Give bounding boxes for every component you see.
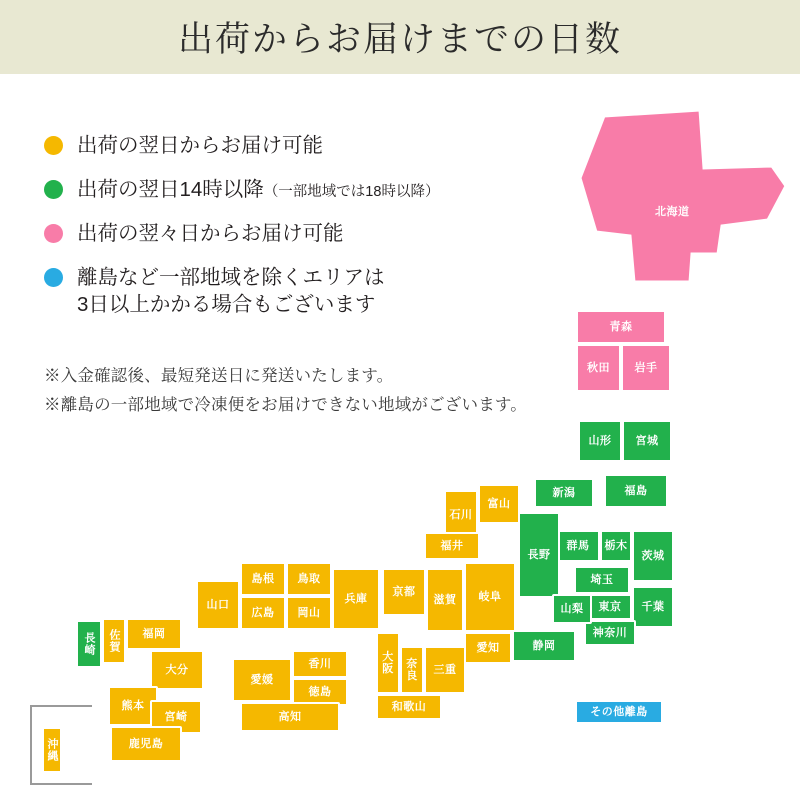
pref-shimane[interactable]: 島根 [240, 562, 286, 596]
pref-shizuoka[interactable]: 静岡 [512, 630, 576, 662]
legend-label-blue-line1: 離島など一部地域を除くエリアは [77, 266, 385, 290]
hokkaido-shape [572, 108, 790, 288]
pref-kanagawa[interactable]: 神奈川 [584, 620, 636, 646]
pref-fukui[interactable]: 福井 [424, 532, 480, 560]
pref-aomori[interactable]: 青森 [576, 310, 666, 344]
pref-toyama[interactable]: 富山 [478, 484, 520, 524]
pref-miyazaki[interactable]: 宮崎 [150, 700, 202, 734]
pref-wakayama[interactable]: 和歌山 [376, 694, 442, 720]
pref-saitama[interactable]: 埼玉 [574, 566, 630, 594]
pref-yamagata[interactable]: 山形 [578, 420, 622, 462]
pref-tochigi[interactable]: 栃木 [600, 530, 632, 562]
legend-note-green: （一部地域では18時以降） [263, 184, 440, 201]
note-line-2: ※離島の一部地域で冷凍便をお届けできない地域がございます。 [44, 395, 527, 414]
pref-okayama[interactable]: 岡山 [286, 596, 332, 630]
pref-kochi[interactable]: 高知 [240, 702, 340, 732]
pref-aichi[interactable]: 愛知 [464, 632, 512, 664]
pref-iwate[interactable]: 岩手 [621, 344, 671, 392]
other-islands-badge[interactable]: その他離島 [575, 700, 663, 724]
pref-niigata[interactable]: 新潟 [534, 478, 594, 508]
pref-mie[interactable]: 三重 [424, 646, 466, 694]
pref-yamanashi[interactable]: 山梨 [552, 594, 592, 624]
pref-hyogo[interactable]: 兵庫 [332, 568, 380, 630]
pref-kyoto[interactable]: 京都 [382, 568, 426, 616]
pref-chiba[interactable]: 千葉 [632, 586, 674, 628]
pref-kumamoto[interactable]: 熊本 [108, 686, 158, 726]
hokkaido-label: 北海道 [655, 206, 690, 218]
page-title: 出荷からお届けまでの日数 [177, 20, 622, 59]
pref-kagoshima[interactable]: 鹿児島 [110, 726, 182, 762]
legend-label-pink: 出荷の翌々日からお届け可能 [77, 222, 344, 246]
pref-osaka[interactable]: 大阪 [376, 632, 400, 694]
legend-label-blue-line2: 3日以上かかる場合もございます [77, 293, 376, 317]
pref-hiroshima[interactable]: 広島 [240, 596, 286, 630]
pref-ibaraki[interactable]: 茨城 [632, 530, 674, 582]
pref-gifu[interactable]: 岐阜 [464, 562, 516, 632]
pref-ishikawa[interactable]: 石川 [444, 490, 478, 540]
pref-gunma[interactable]: 群馬 [556, 530, 600, 562]
pref-tottori[interactable]: 鳥取 [286, 562, 332, 596]
pref-shiga[interactable]: 滋賀 [426, 568, 464, 632]
legend-label-yellow: 出荷の翌日からお届け可能 [77, 134, 323, 157]
pref-okinawa[interactable]: 沖縄 [42, 727, 62, 773]
pref-fukushima[interactable]: 福島 [604, 474, 668, 508]
pref-nara[interactable]: 奈良 [400, 646, 424, 694]
pref-tokyo[interactable]: 東京 [588, 594, 632, 620]
pref-oita[interactable]: 大分 [150, 650, 204, 690]
pref-saga[interactable]: 佐賀 [102, 618, 126, 664]
pref-fukuoka[interactable]: 福岡 [126, 618, 182, 650]
pref-akita[interactable]: 秋田 [576, 344, 621, 392]
pref-ehime[interactable]: 愛媛 [232, 658, 292, 702]
pref-nagano[interactable]: 長野 [518, 512, 560, 598]
pref-miyagi[interactable]: 宮城 [622, 420, 672, 462]
pref-nagasaki[interactable]: 長崎 [76, 620, 102, 668]
note-line-1: ※入金確認後、最短発送日に発送いたします。 [44, 367, 394, 385]
legend-label-green: 出荷の翌日14時以降 [77, 178, 264, 202]
pref-yamaguchi[interactable]: 山口 [196, 580, 240, 630]
pref-kagawa[interactable]: 香川 [292, 650, 348, 678]
pref-tokushima[interactable]: 徳島 [292, 678, 348, 706]
